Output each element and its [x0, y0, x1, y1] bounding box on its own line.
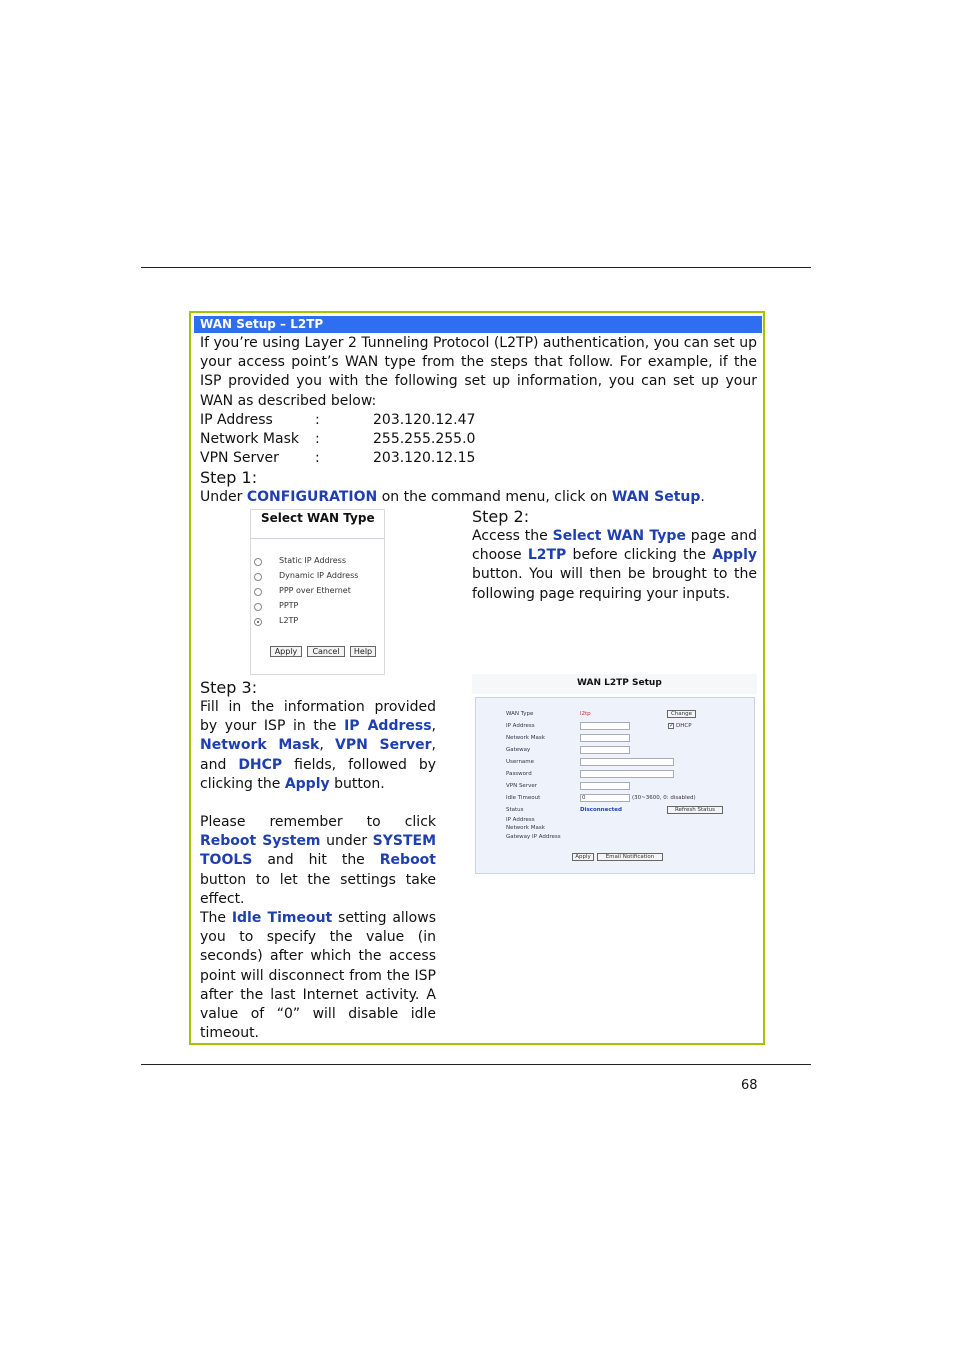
- email-notification-button[interactable]: Email Notification: [597, 853, 663, 861]
- radio-dynamic-ip[interactable]: [254, 573, 262, 581]
- title-divider: [251, 538, 384, 539]
- step3-heading: Step 3:: [200, 678, 258, 697]
- l2tp-setup-title: WAN L2TP Setup: [577, 678, 662, 688]
- label-username: Username: [506, 759, 535, 765]
- step1-heading: Step 1:: [200, 468, 258, 487]
- step3-vpn-server: VPN Server: [335, 737, 432, 754]
- label-status-network-mask: Network Mask: [506, 825, 545, 831]
- step3-paragraph-1: [200, 698, 436, 794]
- step1-text: [200, 488, 760, 507]
- step3-p1-t5: fields, followed by clicking the: [200, 756, 436, 792]
- step2-t2: page and choose: [472, 528, 757, 564]
- apply-button[interactable]: Apply: [270, 646, 302, 657]
- ip-address-input[interactable]: [580, 722, 630, 730]
- radio-static-ip[interactable]: [254, 558, 262, 566]
- idle-timeout-hint: (30~3600, 0: disabled): [632, 795, 696, 801]
- option-pppoe: PPP over Ethernet: [279, 586, 351, 595]
- step3-p1-t4: , and: [200, 737, 436, 773]
- radio-l2tp[interactable]: [254, 618, 262, 626]
- select-wan-type-screenshot: [250, 509, 385, 675]
- gateway-input[interactable]: [580, 746, 630, 754]
- option-l2tp: L2TP: [279, 616, 299, 625]
- network-mask-input[interactable]: [580, 734, 630, 742]
- idle-timeout-input[interactable]: 0: [580, 794, 630, 802]
- label-status: Status: [506, 807, 524, 813]
- setting-vpn-sep: :: [315, 450, 320, 466]
- username-input[interactable]: [580, 758, 674, 766]
- step2-t1: Access the: [472, 528, 553, 544]
- step3-network-mask: Network Mask: [200, 737, 320, 754]
- radio-pptp[interactable]: [254, 603, 262, 611]
- step3-paragraph-2: [200, 813, 436, 909]
- setting-ip-sep: :: [315, 412, 320, 428]
- option-pptp: PPTP: [279, 601, 299, 610]
- step3-p1-t2: ,: [431, 718, 436, 735]
- vpn-server-input[interactable]: [580, 782, 630, 790]
- bottom-rule: [141, 1064, 811, 1065]
- status-value: Disconnected: [580, 807, 622, 813]
- select-wan-type-title: Select WAN Type: [261, 511, 375, 525]
- step3-reboot-system: Reboot System: [200, 833, 321, 850]
- label-idle-timeout: Idle Timeout: [506, 795, 541, 801]
- setting-vpn-value: 203.120.12.15: [373, 450, 476, 466]
- step3-p2-t3: and hit the: [252, 852, 380, 869]
- label-ip-address: IP Address: [506, 723, 535, 729]
- label-gateway: Gateway: [506, 747, 531, 753]
- setting-ip-label: IP Address: [200, 412, 273, 428]
- cancel-button[interactable]: Cancel: [307, 646, 345, 657]
- wan-l2tp-setup-screenshot: [472, 674, 757, 875]
- step3-p1-t3: ,: [319, 737, 336, 754]
- step3-p3-t1: The: [200, 910, 232, 926]
- l2tp-form-panel: [475, 697, 755, 874]
- top-rule: [141, 267, 811, 268]
- step3-system-tools: SYSTEM TOOLS: [200, 833, 437, 869]
- step1-configuration: CONFIGURATION: [246, 489, 378, 505]
- setting-mask-value: 255.255.255.0: [373, 431, 476, 447]
- step3-p2-t4: button to let the settings take effect.: [200, 871, 436, 907]
- option-dynamic-ip: Dynamic IP Address: [279, 571, 359, 580]
- label-password: Password: [506, 771, 532, 777]
- step3-p2-t1: Please remember to click: [200, 814, 436, 830]
- label-status-gateway: Gateway IP Address: [506, 834, 561, 840]
- label-status-ip-address: IP Address: [506, 817, 535, 823]
- setting-mask-label: Network Mask: [200, 431, 299, 447]
- wan-type-value: l2tp: [580, 711, 591, 717]
- step3-p3-t2: setting allows you to specify the value (in seconds) after which the access point will disconnect from the ISP after the last Internet activity. A value of “0” will disable idle timeout.: [200, 910, 436, 1042]
- l2tp-apply-button[interactable]: Apply: [572, 853, 594, 861]
- step2-t3: before clicking the: [566, 547, 713, 564]
- step1-t3: .: [700, 489, 705, 505]
- label-wan-type: WAN Type: [506, 711, 534, 717]
- password-input[interactable]: [580, 770, 674, 778]
- step2-l2tp: L2TP: [527, 547, 567, 564]
- label-network-mask: Network Mask: [506, 735, 545, 741]
- box-title: WAN Setup – L2TP: [194, 316, 762, 333]
- step1-wan-setup: WAN Setup: [611, 489, 701, 505]
- step3-apply: Apply: [284, 775, 330, 792]
- step2-text: [472, 527, 757, 604]
- step2-apply: Apply: [712, 547, 758, 564]
- option-static-ip: Static IP Address: [279, 556, 347, 565]
- step3-p1-t6: button.: [329, 775, 385, 792]
- step3-p1-t1: Fill in the information provided by your ISP in the: [200, 699, 436, 735]
- step3-dhcp: DHCP: [238, 756, 283, 773]
- step3-paragraph-3: [200, 909, 436, 1043]
- dhcp-label: DHCP: [676, 723, 692, 729]
- step3-idle-timeout: Idle Timeout: [231, 910, 333, 926]
- step2-heading: Step 2:: [472, 507, 530, 526]
- refresh-status-button[interactable]: Refresh Status: [667, 806, 723, 814]
- label-vpn-server: VPN Server: [506, 783, 537, 789]
- setting-ip-value: 203.120.12.47: [373, 412, 476, 428]
- page-number: 68: [741, 1078, 758, 1093]
- step1-t1: Under: [200, 489, 247, 505]
- step2-select-wan-type: Select WAN Type: [552, 528, 686, 544]
- step3-reboot: Reboot: [379, 852, 436, 869]
- radio-pppoe[interactable]: [254, 588, 262, 596]
- setting-mask-sep: :: [315, 431, 320, 447]
- change-button[interactable]: Change: [667, 710, 696, 718]
- intro-paragraph: If you’re using Layer 2 Tunneling Protocol (L2TP) authentication, you can set up your access point’s WAN type from the steps that follow. For example, if the ISP provided you with the following set up information, you can set up your WAN as described below:: [200, 335, 757, 409]
- wan-setup-l2tp-box: [189, 311, 765, 1045]
- step3-p2-t2: under: [320, 833, 373, 850]
- dhcp-checkbox[interactable]: ✓: [669, 722, 675, 729]
- step2-t4: button. You will then be brought to the following page requiring your inputs.: [472, 566, 757, 602]
- help-button[interactable]: Help: [350, 646, 376, 657]
- step3-ip-address: IP Address: [344, 718, 432, 735]
- setting-vpn-label: VPN Server: [200, 450, 279, 466]
- step1-t2: on the command menu, click on: [377, 489, 612, 505]
